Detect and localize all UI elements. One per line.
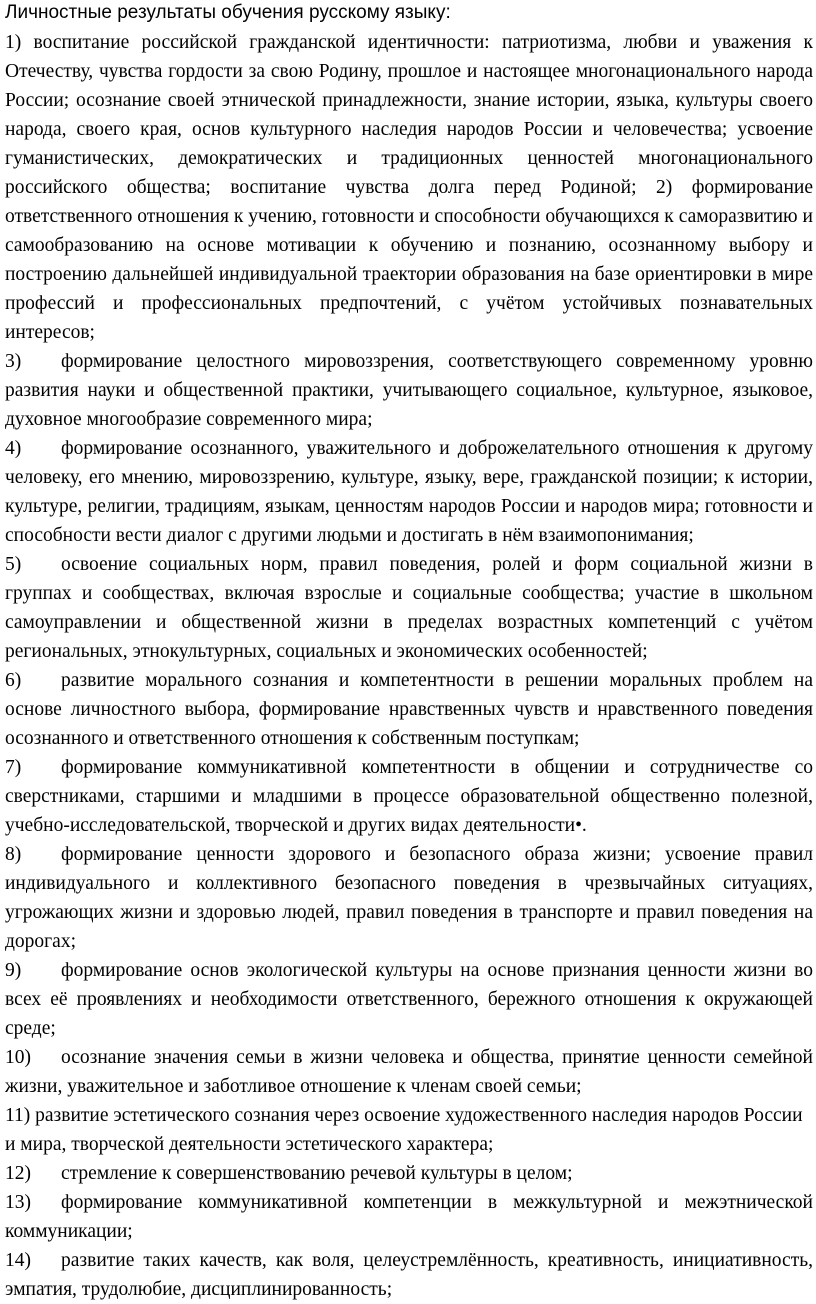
list-item: [5, 956, 813, 1043]
item-text: развитие таких качеств, как воля, целеустремлённость, креативность, инициативность, эмпатия, трудолюбие, дисциплинированность;: [5, 1250, 813, 1300]
item-text: формирование осознанного, уважительного и доброжелательного отношения к другому человеку, его мнению, мировоззрению, культуре, языку, вере, гражданской позиции; к истории, культуре, религии, традициям, языкам, ценностям народов России и народов мира; готовности и способности вести диалог с другими людьми и достигать в нём взаимопонимания;: [5, 438, 813, 546]
list-item: [5, 840, 813, 956]
item-text: освоение социальных норм, правил поведения, ролей и форм социальной жизни в группах и сообществах, включая взрослые и социальные сообщества; участие в школьном самоуправлении и общественной жизни в пределах возрастных компетенций с учётом региональных, этнокультурных, социальных и экономических особенностей;: [5, 554, 813, 662]
item-text: формирование ценности здорового и безопасного образа жизни; усвоение правил индивидуального и коллективного безопасного поведения в чрезвычайных ситуациях, угрожающих жизни и здоровью людей, правил поведения в транспорте и правил поведения на дорогах;: [5, 844, 813, 952]
list-item: [5, 550, 813, 666]
item-number: 12): [5, 1163, 31, 1184]
list-item: [5, 753, 813, 840]
item-number: 6): [5, 670, 22, 691]
list-item: [5, 1246, 813, 1304]
item-text: развитие морального сознания и компетентности в решении моральных проблем на основе личностного выбора, формирование нравственных чувств и нравственного поведения осознанного и ответственного отношения к собственным поступкам;: [5, 670, 813, 749]
item-number: 13): [5, 1192, 31, 1213]
item-text: стремление к совершенствованию речевой культуры в целом;: [61, 1163, 573, 1184]
list-item-11: 11) развитие эстетического сознания через освоение художественного наследия народов России и мира, творческой деятельности эстетического характера;: [5, 1105, 803, 1155]
item-text: формирование основ экологической культуры на основе признания ценности жизни во всех её проявлениях и необходимости ответственного, бережного отношения к окружающей среде;: [5, 960, 813, 1039]
list-item: [5, 347, 813, 434]
item-number: 5): [5, 554, 22, 575]
intro-paragraph: 1) воспитание российской гражданской идентичности: патриотизма, любви и уважения к Отечеству, чувства гордости за свою Родину, прошлое и настоящее многонационального народа России; осознание своей этнической принадлежности, знание истории, языка, культуры своего народа, своего края, основ культурного наследия народов России и человечества; усвоение гуманистических, демократических и традиционных ценностей многонационального российского общества; воспитание чувства долга перед Родиной; 2) формирование ответственного отношения к учению, готовности и способности обучающихся к саморазвитию и самообразованию на основе мотивации к обучению и познанию, осознанному выбору и построению дальнейшей индивидуальной траектории образования на базе ориентировки в мире профессий и профессиональных предпочтений, с учётом устойчивых познавательных интересов;: [5, 32, 813, 343]
item-number: 8): [5, 844, 22, 865]
item-text: формирование коммуникативной компетенции в межкультурной и межэтнической коммуникации;: [5, 1192, 813, 1242]
item-number: 3): [5, 351, 22, 372]
document-title: Личностные результаты обучения русскому языку:: [5, 2, 451, 23]
item-number: 7): [5, 757, 22, 778]
list-item: [5, 1188, 813, 1246]
list-item: [5, 434, 813, 550]
list-item: [5, 1159, 813, 1188]
list-item: [5, 1043, 813, 1101]
item-number: 14): [5, 1250, 31, 1271]
item-number: 9): [5, 960, 22, 981]
item-text: формирование целостного мировоззрения, соответствующего современному уровню развития науки и общественной практики, учитывающего социальное, культурное, языковое, духовное многообразие современного мира;: [5, 351, 813, 430]
item-text: осознание значения семьи в жизни человека и общества, принятие ценности семейной жизни, уважительное и заботливое отношение к членам своей семьи;: [5, 1047, 813, 1097]
item-number: 10): [5, 1047, 31, 1068]
item-number: 4): [5, 438, 22, 459]
list-item: [5, 666, 813, 753]
item-text: формирование коммуникативной компетентности в общении и сотрудничестве со сверстниками, старшими и младшими в процессе образовательной общественно полезной, учебно-исследовательской, творческой и других видах деятельности•.: [5, 757, 813, 836]
